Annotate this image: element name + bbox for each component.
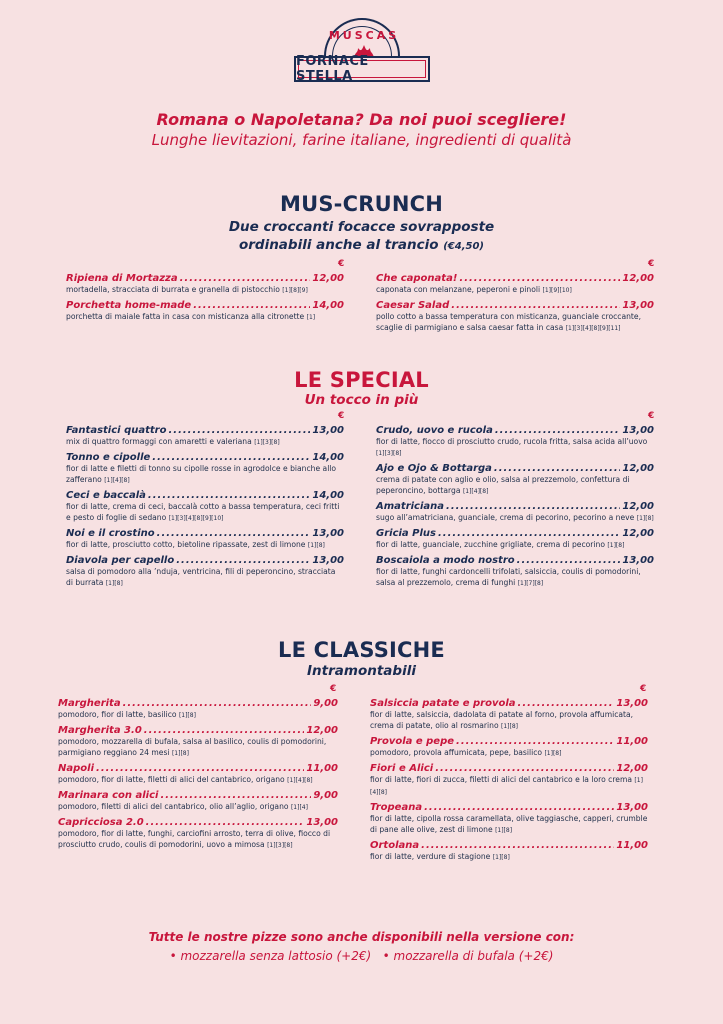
currency-label: € [338,411,345,421]
footer-option-lactose-free: • mozzarella senza lattosio (+2€) [169,949,372,963]
menu-item: Ajo e Ojo & Bottarga ..... 12,00 crema di patate con aglio e olio, salsa al prezzemolo, confettura di peperoncino, bottarga [1][4][8] [376,463,654,497]
section-title-special: LE SPECIAL [294,368,429,392]
tagline-main: Romana o Napoletana? Da noi puoi scegliere! [156,110,567,129]
section-subtitle-special: Un tocco in più [304,392,419,408]
logo-top-text: MUSCAS [328,29,400,42]
currency-label: € [648,411,655,421]
menu-item: Capricciosa 2.0 ..... 13,00 pomodoro, fior di latte, funghi, carciofini arrosto, terra di olive, fiocco di prosciutto crudo, coulis di pomodorini, uovo a mimosa [1][3][8] [58,817,338,851]
classiche-left-column [58,698,338,855]
menu-item: Marinara con alici ..... 9,00 pomodoro, filetti di alici del cantabrico, olio all’aglio, origano [1][4] [58,790,338,813]
footer-options [0,949,723,963]
menu-item: Crudo, uovo e rucola ..... 13,00 fior di latte, fiocco di prosciutto crudo, rucola fritta, salsa acida all’uovo [1][3][8] [376,425,654,459]
menu-item: Margherita ..... 9,00 pomodoro, fior di latte, basilico [1][8] [58,698,338,721]
muscrunch-right-column [376,273,654,338]
footer-option-buffalo: • mozzarella di bufala (+2€) [382,949,554,963]
menu-item: Noi e il crostino ..... 13,00 fior di latte, prosciutto cotto, bietoline ripassate, zest di limone [1][8] [66,528,344,551]
menu-item: Fiori e Alici ..... 12,00 fior di latte, fiori di zucca, filetti di alici del cantabrico e la loro crema [1][4][8] [370,763,648,798]
menu-item: Tonno e cipolle ..... 14,00 fior di latte e filetti di tonno su cipolle rosse in agrodolce e bianche allo zafferano [1][4][8] [66,452,344,486]
menu-item: Che caponata! ..... 12,00 caponata con melanzane, peperoni e pinoli [1][9][10] [376,273,654,296]
menu-item: Gricia Plus ..... 12,00 fior di latte, guanciale, zucchine grigliate, crema di pecorino [1][8] [376,528,654,551]
logo [294,18,430,86]
menu-item: Salsiccia patate e provola ..... 13,00 fior di latte, salsiccia, dadolata di patate al forno, provola affumicata, crema di patate, olio al rosmarino [1][8] [370,698,648,732]
special-right-column [376,425,654,593]
currency-label: € [640,684,647,694]
special-left-column [66,425,344,593]
menu-item: Ceci e baccalà ..... 14,00 fior di latte, crema di ceci, baccalà cotto a bassa temperatura, ceci fritti e pesto di foglie di sedano [1][3][4][8][9][10] [66,490,344,524]
section-subtitle-muscrunch-2: ordinabili anche al trancio (€4,50) [238,237,485,253]
logo-bottom-text: FORNACE STELLA [294,56,430,82]
section-subtitle-classiche: Intramontabili [307,663,416,679]
menu-item: Caesar Salad ..... 13,00 pollo cotto a bassa temperatura con misticanza, guanciale croccante, scaglie di parmigiano e salsa caesar fatta in casa [1][3][4][8][9][11] [376,300,654,334]
section-subtitle-muscrunch: Due croccanti focacce sovrapposte [228,219,495,235]
section-title-classiche: LE CLASSICHE [278,638,445,662]
menu-item: Fantastici quattro ..... 13,00 mix di quattro formaggi con amaretti e valeriana [1][3][8] [66,425,344,448]
currency-label: € [338,259,345,269]
tagline-sub: Lunghe lievitazioni, farine italiane, ingredienti di qualità [151,131,572,149]
menu-item: Boscaiola a modo nostro ..... 13,00 fior di latte, funghi cardoncelli trifolati, salsiccia, coulis di pomodorini, salsa al prezzemolo, crema di funghi [1][7][8] [376,555,654,589]
section-title-muscrunch: MUS-CRUNCH [280,192,443,216]
currency-label: € [330,684,337,694]
menu-item: Diavola per capello ..... 13,00 salsa di pomodoro alla ’nduja, ventricina, fili di peperoncino, stracciata di burrata [1][8] [66,555,344,589]
footer-note: Tutte le nostre pizze sono anche disponibili nella versione con: [148,930,575,944]
menu-item: Ortolana ..... 11,00 fior di latte, verdure di stagione [1][8] [370,840,648,863]
menu-item: Tropeana ..... 13,00 fior di latte, cipolla rossa caramellata, olive taggiasche, capperi, crumble di pane alle olive, zest di limone [1][8] [370,802,648,836]
trancio-price: (€4,50) [443,241,485,252]
currency-label: € [648,259,655,269]
menu-item: Napoli ..... 11,00 pomodoro, fior di latte, filetti di alici del cantabrico, origano [1][4][8] [58,763,338,786]
muscrunch-left-column [66,273,344,327]
menu-item: Amatriciana ..... 12,00 sugo all’amatriciana, guanciale, crema di pecorino, pecorino a neve [1][8] [376,501,654,524]
classiche-right-column [370,698,648,867]
menu-item: Provola e pepe ..... 11,00 pomodoro, provola affumicata, pepe, basilico [1][8] [370,736,648,759]
menu-item: Margherita 3.0 ..... 12,00 pomodoro, mozzarella di bufala, salsa al basilico, coulis di pomodorini, parmigiano reggiano 24 mesi [1][8] [58,725,338,759]
menu-item: Porchetta home-made ..... 14,00 porchetta di maiale fatta in casa con misticanza alla citronette [1] [66,300,344,323]
menu-item: Ripiena di Mortazza ..... 12,00 mortadella, stracciata di burrata e granella di pistocchio [1][8][9] [66,273,344,296]
